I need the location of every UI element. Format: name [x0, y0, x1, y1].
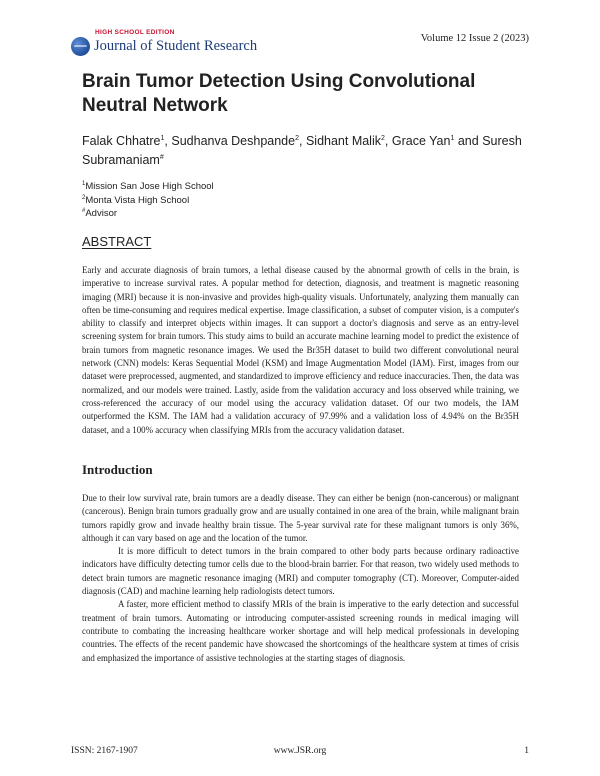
- journal-logo: [71, 29, 258, 59]
- affiliation-list: [82, 180, 214, 221]
- author-separator: ,: [164, 134, 172, 148]
- author-mark: 1: [450, 134, 455, 142]
- paper-title: Brain Tumor Detection Using Convolutional Neutral Network: [82, 71, 476, 116]
- affiliation-text: Mission San Jose High School: [85, 181, 214, 192]
- footer-url: www.JSR.org: [273, 746, 327, 756]
- affiliation-mark: 2: [82, 194, 86, 201]
- author-mark: 2: [295, 134, 299, 142]
- globe-icon: [71, 37, 90, 56]
- author-name: Sudhanva Deshpande: [171, 134, 296, 148]
- introduction-paragraph: A faster, more efficient method to classify MRIs of the brain is imperative to the early detection and successful treatment of brain tumors. Automating or introducing computer-assisted screening rounds in medical imaging will contribute to combating the increasing healthcare worker shortage and will help medical professionals in developing countries. The effects of the recent pandemic have showcased the shortcomings of the healthcare system at times of crisis and emphasized the importance of assistive technologies at the starting stages of diagnosis.: [82, 599, 519, 663]
- author-separator: ,: [299, 134, 306, 148]
- introduction-paragraph: Due to their low survival rate, brain tumors are a deadly disease. They can either be benign (non-cancerous) or malignant (cancerous). Benign brain tumors gradually grow and are usually contained in one area of the brain, while malignant brain tumors rapidly grow and invade healthy brain tissue. The 5-year survival rate for these malignant tumors is only 36%, although it can vary based on age and the location of the tumor.: [82, 493, 519, 543]
- author-mark: #: [159, 153, 164, 161]
- affiliation-item: [82, 194, 214, 208]
- author-list: [82, 132, 532, 170]
- abstract-text: Early and accurate diagnosis of brain tumors, a lethal disease caused by the abnormal growth of cells in the brain, is imperative to increase survival rates. A popular method for detection, diagnosis, and treatment is magnetic reasoning imaging (MRI) because it is non-invasive and provides high-quality visuals. Unfortunately, analyzing them manually can often be time-consuming and requires medical expertise. Image classification, a subset of computer vision, is a computer's ability to classify and interpret objects within images. It can support a doctor's diagnosis and serve as an entry-level screening system for brain tumors. This study aims to build an accurate machine learning model to predict the existence of brain tumors from magnetic resonance images. We used the Br35H dataset to build two different convolutional neural network (CNN) models: Keras Sequential Model (KSM) and Image Augmentation Model (IAM). First, images from our dataset were preprocessed, augmented, and standardized to improve efficiency and reduce inaccuracies. Then, the data was normalized, and our models were trained. Lastly, aside from the validation accuracy and loss observed while training, we cross-referenced the accuracy of our model using the accuracy validation dataset. Of our two models, the IAM outperformed the KSM. The IAM had a validation accuracy of 97.99% and a validation loss of 4.94% on the Br35H dataset, and a 100% accuracy when classifying MRIs from the accuracy validation dataset.: [82, 265, 519, 435]
- affiliation-text: Monta Vista High School: [85, 194, 190, 206]
- affiliation-mark: #: [82, 207, 86, 214]
- author-name: Suresh Subramaniam: [82, 134, 522, 167]
- page-number: 1: [524, 746, 529, 756]
- journal-edition: HIGH SCHOOL EDITION: [95, 29, 175, 36]
- journal-name: Journal of Student Research: [94, 38, 258, 54]
- affiliation-item: [82, 180, 214, 194]
- author-separator: and: [454, 134, 483, 148]
- introduction-body: [82, 492, 519, 665]
- affiliation-mark: 1: [82, 180, 86, 187]
- abstract-heading: ABSTRACT: [82, 234, 152, 249]
- introduction-heading: Introduction: [82, 462, 153, 477]
- volume-issue: Volume 12 Issue 2 (2023): [420, 33, 529, 44]
- author-mark: 1: [160, 134, 165, 142]
- affiliation-text: Advisor: [85, 208, 118, 219]
- author-name: Grace Yan: [391, 134, 451, 148]
- author-name: Falak Chhatre: [82, 134, 161, 148]
- introduction-paragraph: It is more difficult to detect tumors in the brain compared to other body parts because ordinary radioactive indicators have difficulty detecting tumor cells due to the blood-brain barrier. For that reason, two widely used methods to detect brain tumors are magnetic resonance imaging (MRI) and computer tomography (CT). Moreover, Computer-aided diagnosis (CAD) and machine learning help radiologists detect tumors.: [82, 546, 519, 597]
- author-mark: 2: [381, 134, 385, 142]
- footer-issn: ISSN: 2167-1907: [71, 746, 138, 756]
- affiliation-item: [82, 207, 214, 221]
- author-name: Sidhant Malik: [305, 134, 381, 148]
- author-separator: ,: [384, 134, 392, 148]
